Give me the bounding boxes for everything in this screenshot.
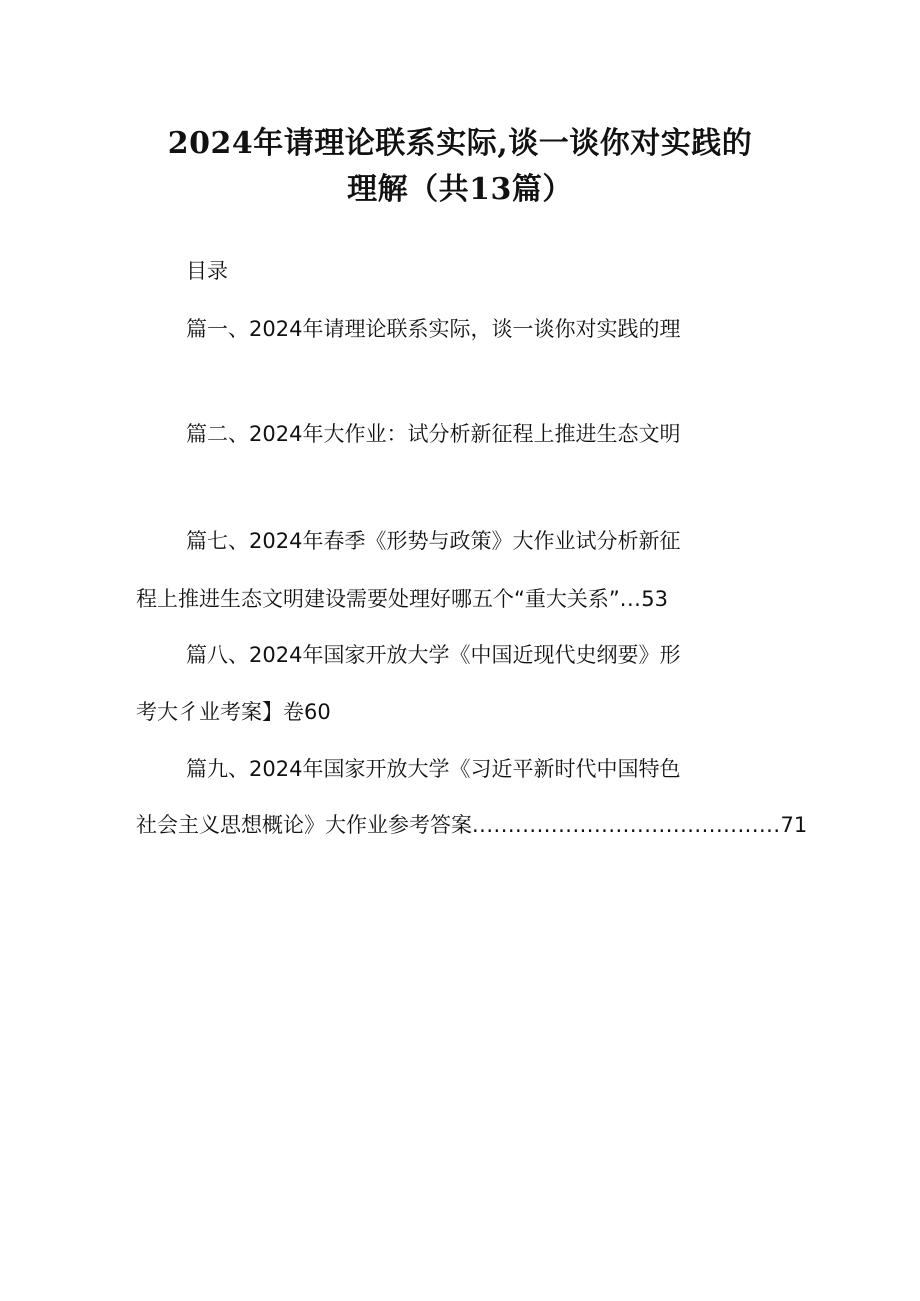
toc-entry-1-text: 篇一、2024年请理论联系实际，谈一谈你对实践的理: [186, 317, 681, 341]
toc-entry-3-text-2: 程上推进生态文明建设需要处理好哪五个“重大关系”: [136, 587, 620, 611]
toc-entry-3-text-1: 篇七、2024年春季《形势与政策》大作业试分析新征: [186, 529, 681, 553]
toc-entry-4-line-2[interactable]: [136, 697, 331, 727]
toc-entry-5-line-1[interactable]: [186, 754, 680, 784]
toc-entry-1[interactable]: [186, 314, 680, 344]
toc-entry-3-line-2[interactable]: [136, 584, 668, 614]
toc-heading: 目录: [186, 259, 228, 283]
toc-entry-4-text-1: 篇八、2024年国家开放大学《中国近现代史纲要》形: [186, 643, 681, 667]
toc-entry-5-text-2: 社会主义思想概论》大作业参考答案: [136, 813, 472, 837]
toc-entry-2-text: 篇二、2024年大作业：试分析新征程上推进生态文明: [186, 422, 681, 446]
toc-entry-5-leader: ...........................................: [472, 813, 781, 837]
toc-entry-5-text-1: 篇九、2024年国家开放大学《习近平新时代中国特色: [186, 757, 681, 781]
toc-entry-4-text-2: 考大彳业考案】卷: [136, 700, 304, 724]
toc-entry-5-page: 71: [780, 813, 808, 837]
toc-entry-5-line-2[interactable]: [136, 810, 807, 840]
document-title-line-2: 理解（共13篇）: [347, 172, 573, 207]
toc-entry-3-page: 53: [641, 587, 669, 611]
toc-entry-4-page: 60: [304, 700, 331, 724]
toc-entry-2[interactable]: [186, 419, 680, 449]
toc-entry-3-leader: ...: [619, 587, 642, 611]
document-title-line-1: 2024年请理论联系实际,谈一谈你对实践的: [167, 126, 753, 161]
toc-entry-3-line-1[interactable]: [186, 526, 680, 556]
toc-entry-4-line-1[interactable]: [186, 640, 680, 670]
